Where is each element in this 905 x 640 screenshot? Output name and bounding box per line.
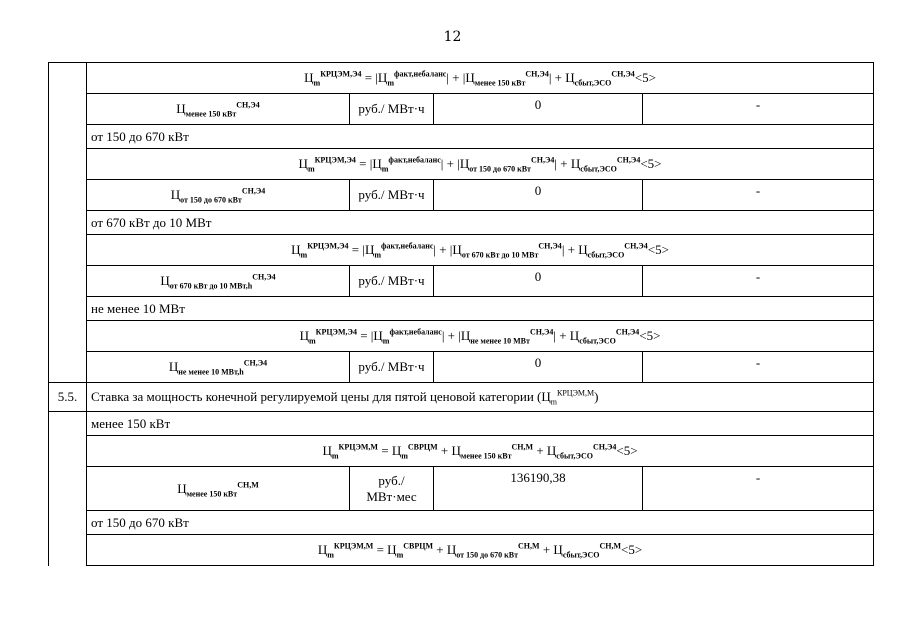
subcategory-label: от 670 кВт до 10 МВт <box>87 211 874 235</box>
unit: руб./ МВт·ч <box>350 352 434 383</box>
number-cell <box>49 94 87 125</box>
rate-symbol: $Ц_{от 150 до 670 кВт}^{СН,Э4}$ <box>87 180 350 211</box>
table-row <box>49 467 874 511</box>
table-row <box>49 94 874 125</box>
table-row <box>49 211 874 235</box>
formula: $Ц_m^{КРЦЭМ,Э4} = |Ц_m^{факт,небаланс}| + |Ц_{от 150 до 670 кВт}^{СН,Э4}| + Ц_{сбыт,ЭСО}^{СН,Э4}<5>$ <box>87 149 874 180</box>
rate-dash: - <box>643 180 874 211</box>
subcategory-label: не менее 10 МВт <box>87 297 874 321</box>
subcategory-label: от 150 до 670 кВт <box>87 511 874 535</box>
number-cell <box>49 467 87 511</box>
table-row <box>49 235 874 266</box>
table-row <box>49 63 874 94</box>
formula: $Ц_m^{КРЦЭМ,М} = Ц_m^{СВРЦМ} + Ц_{от 150 до 670 кВт}^{СН,М} + Ц_{сбыт,ЭСО}^{СН,М}<5>$ <box>87 535 874 566</box>
section-title: Ставка за мощность конечной регулируемой цены для пятой ценовой категории $(Ц_m^{КРЦЭМ,М})$ <box>87 383 874 412</box>
rate-symbol: $Ц_{от 670 кВт до 10 МВт,h}^{СН,Э4}$ <box>87 266 350 297</box>
number-cell <box>49 436 87 467</box>
table-row <box>49 180 874 211</box>
unit: руб./ МВт·ч <box>350 94 434 125</box>
rate-symbol: $Ц_{менее 150 кВт}^{СН,Э4}$ <box>87 94 350 125</box>
formula: $Ц_m^{КРЦЭМ,Э4} = |Ц_m^{факт,небаланс}| + |Ц_{не менее 10 МВт}^{СН,Э4}| + Ц_{сбыт,ЭСО}^{СН,Э4}<5>$ <box>87 321 874 352</box>
unit: руб./ МВт·ч <box>350 266 434 297</box>
number-cell <box>49 266 87 297</box>
number-cell <box>49 297 87 321</box>
rate-symbol: $Ц_{менее 150 кВт}^{СН,М}$ <box>87 467 350 511</box>
number-cell <box>49 180 87 211</box>
tariff-table <box>48 62 874 566</box>
number-cell <box>49 149 87 180</box>
table-row <box>49 266 874 297</box>
number-cell <box>49 511 87 535</box>
number-cell <box>49 412 87 436</box>
number-cell <box>49 321 87 352</box>
table-row <box>49 297 874 321</box>
number-cell <box>49 63 87 94</box>
table-row <box>49 383 874 412</box>
page-number: 12 <box>443 29 462 45</box>
rate-dash: - <box>643 467 874 511</box>
unit: руб./ МВт·мес <box>350 467 434 511</box>
number-cell <box>49 125 87 149</box>
table-row <box>49 352 874 383</box>
number-cell <box>49 535 87 566</box>
subcategory-label: от 150 до 670 кВт <box>87 125 874 149</box>
table-row <box>49 535 874 566</box>
rate-symbol: $Ц_{не менее 10 МВт,h}^{СН,Э4}$ <box>87 352 350 383</box>
formula: $Ц_m^{КРЦЭМ,Э4} = |Ц_m^{факт,небаланс}| + |Ц_{от 670 кВт до 10 МВт}^{СН,Э4}| + Ц_{сбыт,ЭСО}^{СН,Э4}<5>$ <box>87 235 874 266</box>
table-row <box>49 125 874 149</box>
unit: руб./ МВт·ч <box>350 180 434 211</box>
formula: $Ц_m^{КРЦЭМ,Э4} = |Ц_m^{факт,небаланс}| + |Ц_{менее 150 кВт}^{СН,Э4}| + Ц_{сбыт,ЭСО}^{СН,Э4}<5>$ <box>87 63 874 94</box>
section-number: 5.5. <box>49 383 87 412</box>
number-cell <box>49 352 87 383</box>
table-row <box>49 149 874 180</box>
table-row <box>49 321 874 352</box>
subcategory-label: менее 150 кВт <box>87 412 874 436</box>
formula: $Ц_m^{КРЦЭМ,М} = Ц_m^{СВРЦМ} + Ц_{менее 150 кВт}^{СН,М} + Ц_{сбыт,ЭСО}^{СН,Э4}<5>$ <box>87 436 874 467</box>
number-cell <box>49 211 87 235</box>
rate-value: 0 <box>434 352 643 383</box>
rate-dash: - <box>643 266 874 297</box>
table-row <box>49 511 874 535</box>
rate-value: 0 <box>434 180 643 211</box>
rate-dash: - <box>643 352 874 383</box>
rate-dash: - <box>643 94 874 125</box>
rate-value: 136190,38 <box>434 467 643 511</box>
rate-value: 0 <box>434 94 643 125</box>
table-row <box>49 436 874 467</box>
rate-value: 0 <box>434 266 643 297</box>
table-row <box>49 412 874 436</box>
number-cell <box>49 235 87 266</box>
